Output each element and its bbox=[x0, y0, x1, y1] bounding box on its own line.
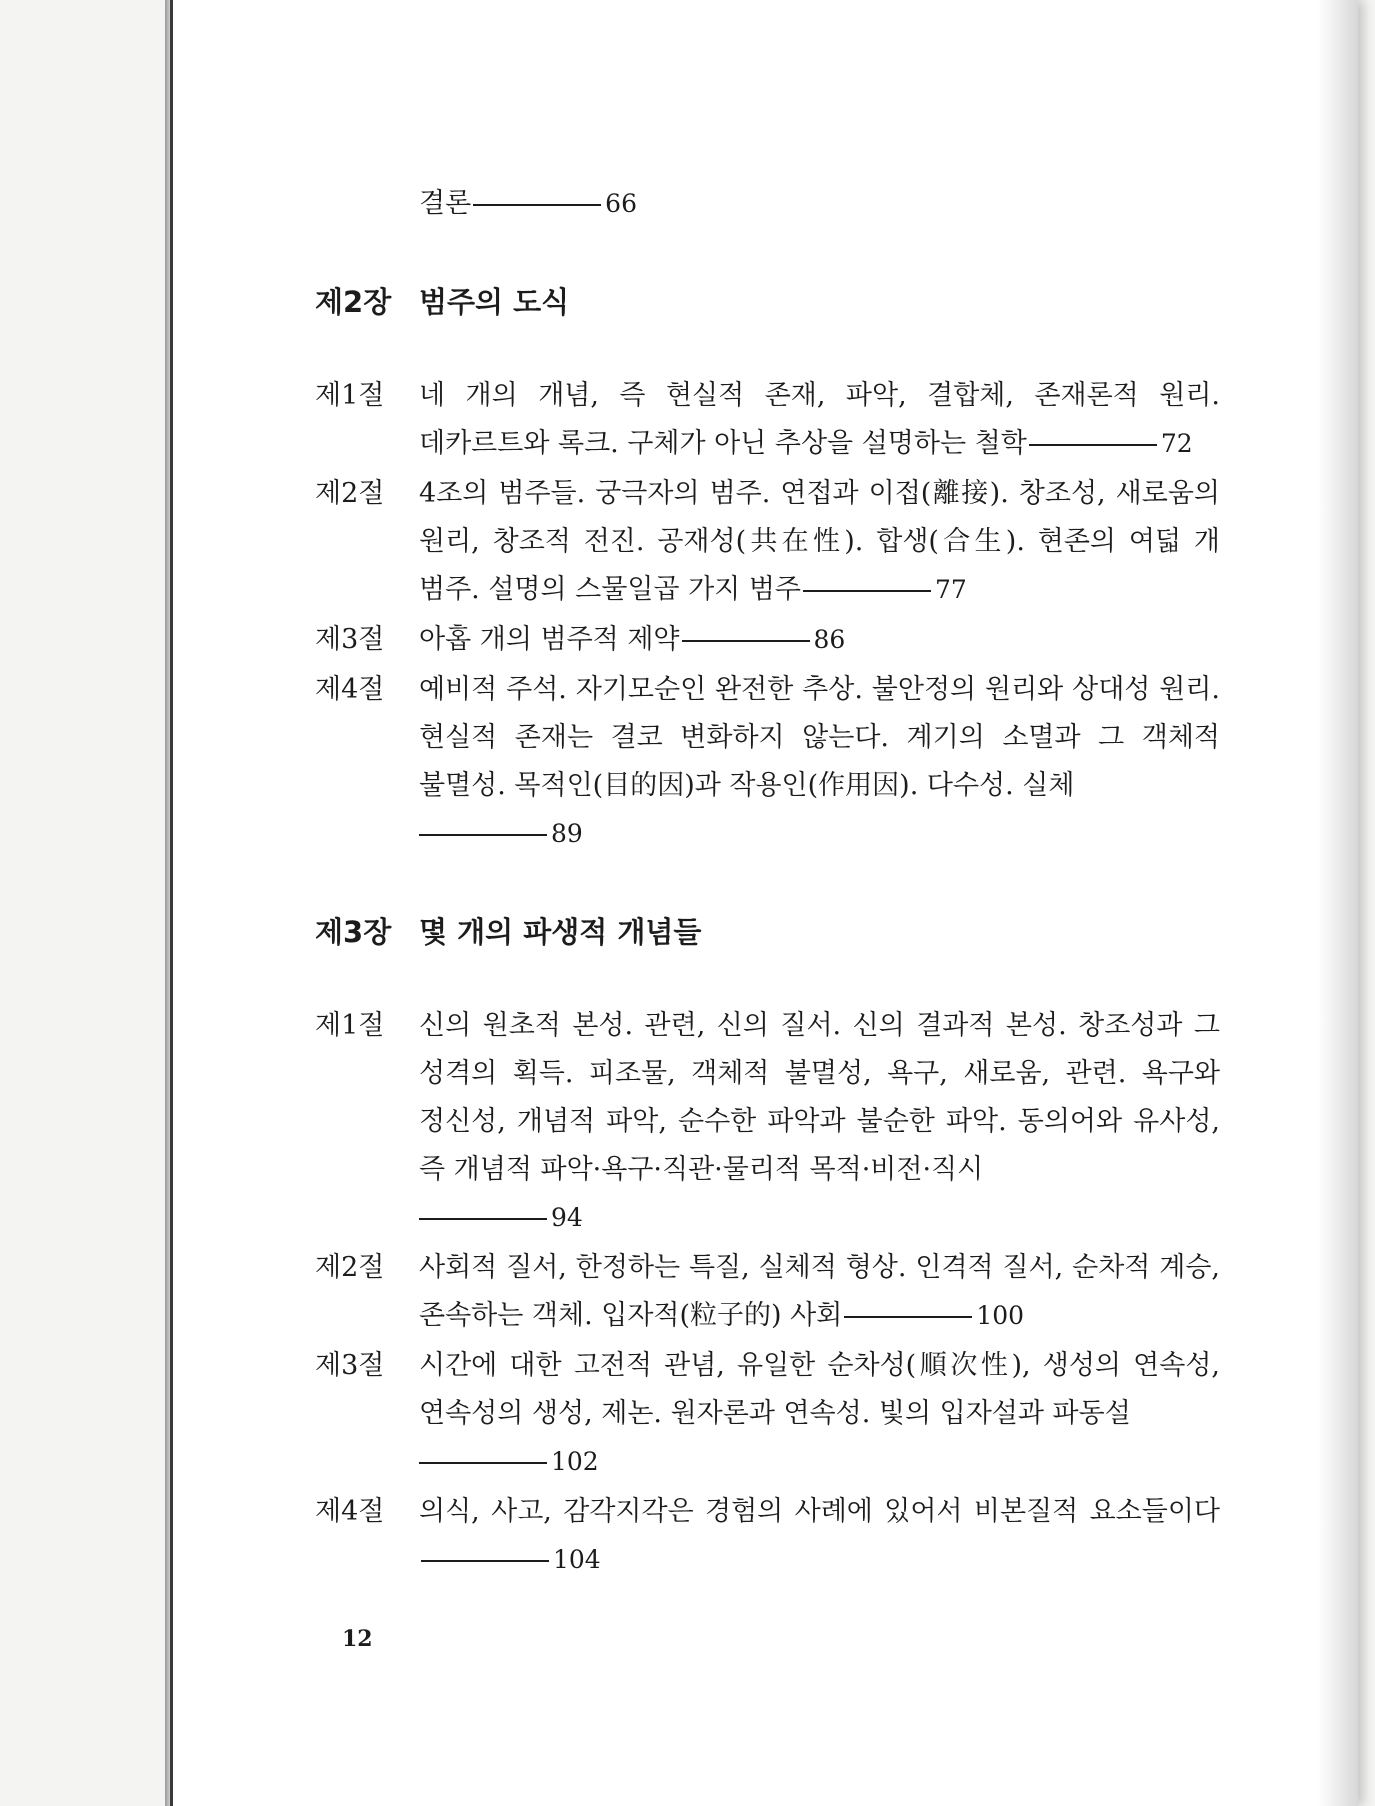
leader-line bbox=[421, 1560, 549, 1562]
toc-section bbox=[315, 616, 1220, 664]
page-ref: 94 bbox=[551, 1203, 583, 1232]
section-title: 네 개의 개념, 즉 현실적 존재, 파악, 결합체, 존재론적 원리. 데카르트와 록크. 구체가 아닌 추상을 설명하는 철학 bbox=[419, 380, 1220, 459]
toc-entry-text bbox=[419, 180, 1220, 228]
chapter-heading bbox=[315, 908, 1220, 956]
toc-section bbox=[315, 1002, 1220, 1242]
section-text bbox=[419, 470, 1220, 614]
leader-line bbox=[1029, 444, 1157, 446]
section-title: 아홉 개의 범주적 제약 bbox=[419, 624, 680, 655]
page-edge-shadow bbox=[1318, 0, 1358, 1806]
chapter-label: 제2장 bbox=[315, 285, 392, 319]
chapter-heading bbox=[315, 278, 1220, 326]
leader-line bbox=[682, 640, 810, 642]
page-ref: 89 bbox=[551, 819, 583, 848]
chapter-label: 제3장 bbox=[315, 915, 392, 949]
page-ref: 104 bbox=[553, 1545, 601, 1574]
toc-section bbox=[315, 1244, 1220, 1340]
leader-line bbox=[419, 1462, 547, 1464]
page-number: 12 bbox=[342, 1626, 373, 1652]
section-title: 신의 원초적 본성. 관련, 신의 질서. 신의 결과적 본성. 창조성과 그 성격의 획득. 피조물, 객체적 불멸성, 욕구, 새로움, 관련. 욕구와 정신성, 개념적 파악, 순수한 파악과 불순한 파악. 동의어와 유사성, 즉 개념적 파악·욕구·직관·물리적 목적·비전·직시 bbox=[419, 1010, 1220, 1185]
table-of-contents bbox=[315, 180, 1220, 1586]
section-label: 제4절 bbox=[315, 1496, 385, 1527]
toc-section bbox=[315, 666, 1220, 858]
section-label: 제3절 bbox=[315, 624, 385, 655]
leader-line bbox=[473, 204, 601, 206]
page-ref: 102 bbox=[551, 1447, 599, 1476]
toc-entry-conclusion bbox=[315, 180, 1220, 228]
section-text bbox=[419, 1342, 1220, 1486]
section-label: 제2절 bbox=[315, 1252, 385, 1283]
page-ref: 72 bbox=[1160, 429, 1193, 458]
page-ref: 77 bbox=[934, 575, 967, 604]
section-text bbox=[419, 1488, 1220, 1584]
page-ref: 66 bbox=[605, 189, 637, 218]
section-title: 시간에 대한 고전적 관념, 유일한 순차성(順次性), 생성의 연속성, 연속성의 생성, 제논. 원자론과 연속성. 빛의 입자설과 파동설 bbox=[419, 1350, 1220, 1429]
section-title: 4조의 범주들. 궁극자의 범주. 연접과 이접(離接). 창조성, 새로움의 원리, 창조적 전진. 공재성(共在性). 합생(合生). 현존의 여덟 개 범주. 설명의 스물일곱 가지 범주 bbox=[419, 478, 1220, 605]
section-text bbox=[419, 372, 1220, 468]
leader-line bbox=[419, 834, 547, 836]
section-text bbox=[419, 666, 1220, 858]
section-label: 제1절 bbox=[315, 1010, 385, 1041]
section-text bbox=[419, 1244, 1220, 1340]
toc-section bbox=[315, 470, 1220, 614]
leader-line bbox=[419, 1218, 547, 1220]
toc-section bbox=[315, 372, 1220, 468]
section-label: 제1절 bbox=[315, 380, 385, 411]
page-ref: 86 bbox=[813, 625, 846, 654]
toc-entry-title: 결론 bbox=[419, 188, 472, 219]
section-text bbox=[419, 616, 1220, 664]
section-label: 제2절 bbox=[315, 478, 385, 509]
section-label: 제4절 bbox=[315, 674, 385, 705]
section-title: 사회적 질서, 한정하는 특질, 실체적 형상. 인격적 질서, 순차적 계승, 존속하는 객체. 입자적(粒子的) 사회 bbox=[419, 1252, 1220, 1331]
chapter-title: 몇 개의 파생적 개념들 bbox=[419, 915, 702, 949]
section-text bbox=[419, 1002, 1220, 1242]
chapter-title: 범주의 도식 bbox=[419, 285, 570, 319]
page-ref: 100 bbox=[976, 1301, 1025, 1330]
section-title: 예비적 주석. 자기모순인 완전한 추상. 불안정의 원리와 상대성 원리. 현실적 존재는 결코 변화하지 않는다. 계기의 소멸과 그 객체적 불멸성. 목적인(目的因)과 작용인(作用因). 다수성. 실체 bbox=[419, 674, 1220, 801]
toc-section bbox=[315, 1342, 1220, 1486]
leader-line bbox=[803, 590, 931, 592]
section-label: 제3절 bbox=[315, 1350, 385, 1381]
toc-section bbox=[315, 1488, 1220, 1584]
section-title: 의식, 사고, 감각지각은 경험의 사례에 있어서 비본질적 요소들이다 bbox=[419, 1496, 1220, 1527]
leader-line bbox=[844, 1316, 972, 1318]
